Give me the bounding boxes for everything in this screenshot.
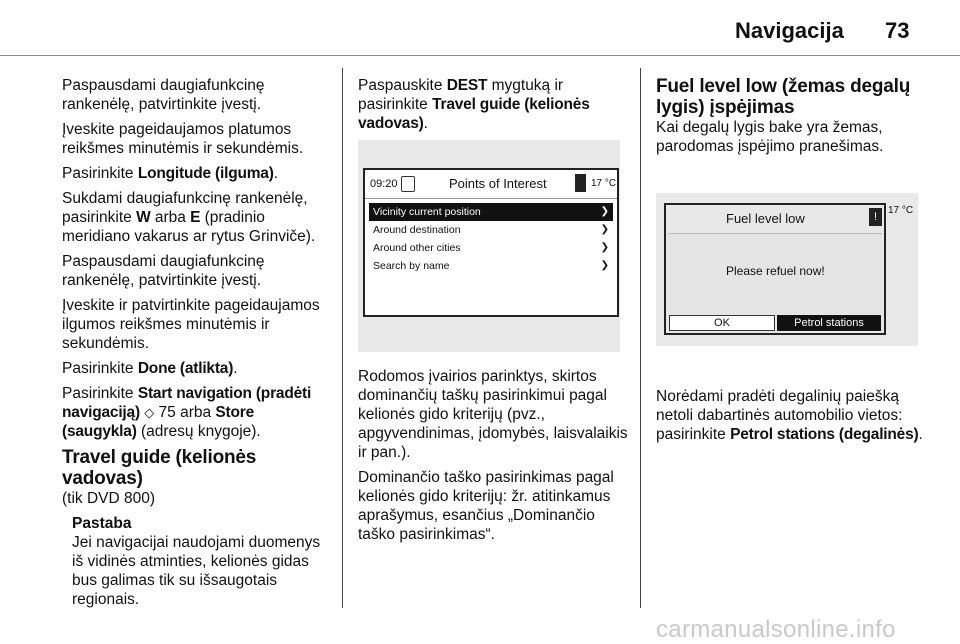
note-box [72,514,332,609]
column-3-body [656,387,930,450]
note-title: Pastaba [72,515,132,532]
column-3-intro [656,76,926,162]
paragraph: Norėdami pradėti degalinių paiešką netoli dabartinės automobilio vietos: pasirinkite Petrol stations (degalinės). [656,388,923,443]
menu-item[interactable]: Around destination ❯ [369,221,613,239]
section-heading: Travel guide (kelionės vadovas) [62,447,257,489]
watermark-url: carmanualsonline.info [656,616,896,643]
screen-title: Fuel level low [726,211,805,226]
ok-button[interactable]: OK [669,315,775,331]
section-heading: Fuel level low (žemas degalų lygis) įspėjimas [656,76,911,118]
note-text: Jei navigacijai naudojami duomenys iš vidinės atminties, kelionės gidas bus galimas tik su išsaugotais regionais. [72,534,321,608]
menu-item[interactable]: Around other cities ❯ [369,239,613,257]
navigation-icon [401,176,415,192]
poi-menu [369,203,613,275]
poi-status-bar [365,170,617,199]
cross-reference-icon: ◇ [144,405,155,420]
petrol-stations-button[interactable]: Petrol stations [777,315,881,331]
paragraph: Rodomos įvairios parinktys, skirtos dominančių taškų pasirinkimui pagal kelionės gido kriterijų (pvz., apgyvendinimas, įdomybės, laisvalaikis ir pan.). [358,368,628,461]
fuel-warning-screenshot [656,193,918,346]
fuel-button-bar [669,315,881,331]
column-2-body [358,367,630,550]
header-rule [0,55,960,56]
warning-icon: ! [869,208,882,226]
paragraph: Pasirinkite Done (atlikta). [62,360,238,377]
paragraph: Dominančio taško pasirinkimas pagal kelionės gido kriterijų: žr. atitinkamus aprašymus, esančius „Dominančio taško pasirinkimas“. [358,469,614,543]
menu-item[interactable]: Vicinity current position ❯ [369,203,613,221]
thermometer-icon [575,174,586,192]
poi-display [363,168,619,317]
paragraph: Sukdami daugiafunkcinę rankenėlę, pasirinkite W arba E (pradinio meridiano vakarus ar rytus Grinviče). [62,190,316,245]
fuel-message-area [668,233,882,314]
chevron-right-icon: ❯ [600,242,609,253]
chevron-right-icon: ❯ [600,206,609,217]
column-divider-2 [640,68,641,608]
paragraph: Paspausdami daugiafunkcinę rankenėlę, patvirtinkite įvestį. [62,77,265,113]
column-2-intro [358,76,628,139]
page-number: 73 [885,18,910,43]
paragraph: Kai degalų lygis bake yra žemas, parodomas įspėjimo pranešimas. [656,119,884,155]
poi-screenshot [358,140,620,352]
screen-title: Points of Interest [449,176,547,191]
paragraph: Pasirinkite Longitude (ilguma). [62,165,279,182]
column-divider-1 [342,68,343,608]
temperature: 17 °C [888,205,914,216]
refuel-message: Please refuel now! [726,264,825,278]
menu-item[interactable]: Search by name ❯ [369,257,613,275]
section-subtitle: (tik DVD 800) [62,490,156,507]
paragraph: Pasirinkite Start navigation (pradėti navigaciją) ◇ 75 arba Store (saugykla) (adresų knygoje). [62,385,312,440]
paragraph: Įveskite ir patvirtinkite pageidaujamos ilgumos reikšmes minutėmis ir sekundėmis. [62,297,320,352]
chevron-right-icon: ❯ [600,260,609,271]
chevron-right-icon: ❯ [600,224,609,235]
paragraph: Paspauskite DEST mygtuką ir pasirinkite Travel guide (kelionės vadovas). [358,77,590,132]
temperature: 17 °C [591,178,617,189]
clock-time: 09:20 [370,178,398,190]
header-title: Navigacija [735,18,844,43]
fuel-display [664,203,886,335]
column-1 [62,76,332,609]
paragraph: Paspausdami daugiafunkcinę rankenėlę, patvirtinkite įvestį. [62,253,265,289]
paragraph: Įveskite pageidaujamos platumos reikšmes minutėmis ir sekundėmis. [62,121,304,157]
